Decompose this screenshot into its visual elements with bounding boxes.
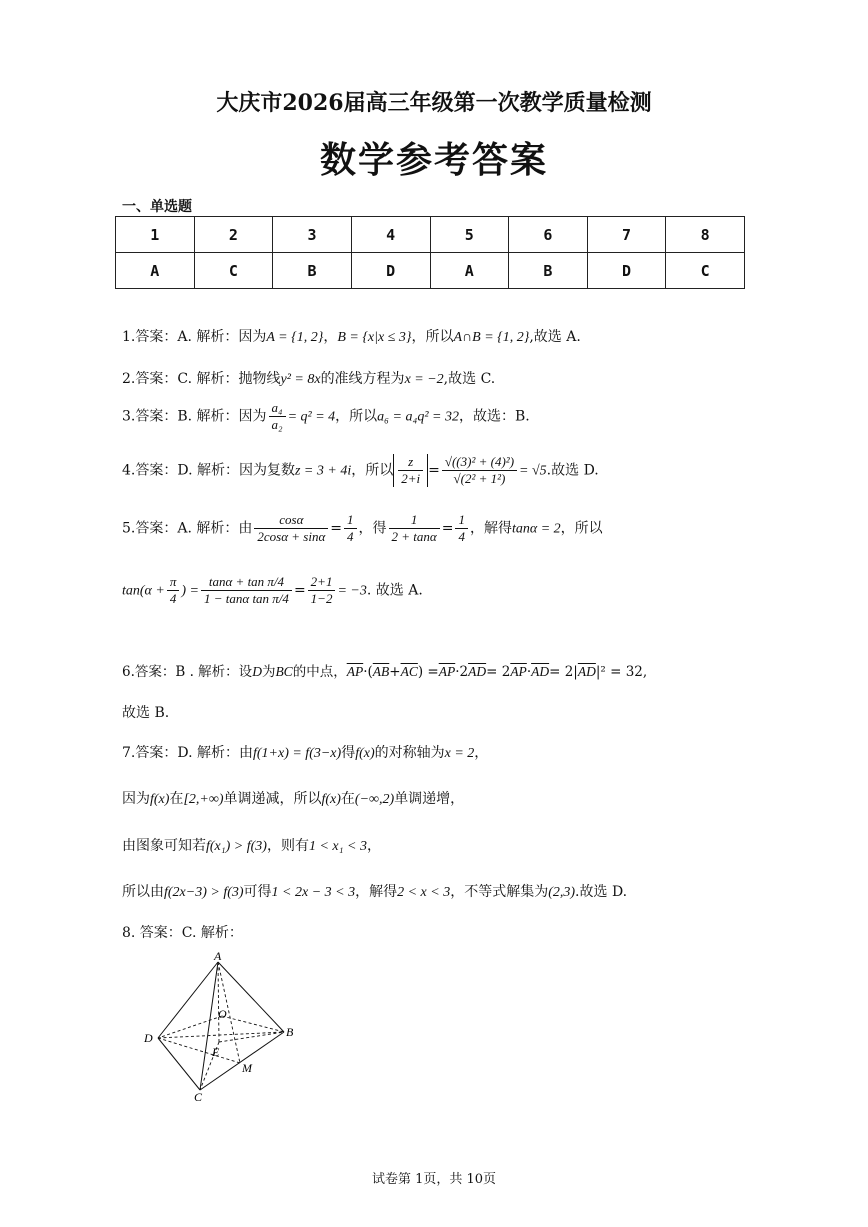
solution-text: 6.答案：B . 解析：设 [122, 664, 253, 680]
solution-text: 2.答案：C. 解析：抛物线 [122, 371, 281, 387]
math-expr: = [441, 520, 454, 537]
solution-text: 可得 [243, 884, 272, 900]
math-expr: x = −2 [404, 372, 444, 387]
math-expr: f(x) [321, 792, 341, 807]
page-title: 大庆市2026届高三年级第一次教学质量检测 [216, 90, 652, 116]
math-expr: f(1+x) = f(3−x) [252, 746, 342, 761]
solution-text: 由图象可知若 [122, 838, 206, 854]
solution-text: 1.答案：A. 解析：因为 [122, 329, 267, 345]
solution-text: 的中点， [292, 664, 347, 680]
question-number: 5 [430, 217, 509, 253]
answer-cell: D [587, 253, 666, 289]
solution-text: ,故选 A. [529, 329, 581, 345]
page-subtitle: 数学参考答案 [319, 139, 548, 181]
vertex-label-D: D [144, 1031, 153, 1045]
math-expr: A = {1, 2} [266, 330, 324, 345]
solution-text: ，解得 [355, 884, 398, 900]
table-answer-row [116, 253, 745, 289]
math-expr: 1 < x₁ < 3 [308, 839, 367, 854]
solution-7 [122, 742, 488, 762]
answer-cell: B [273, 253, 352, 289]
solution-text: ， [323, 329, 338, 345]
math-expr: ) = [181, 583, 199, 599]
section-heading: 一、单选题 [122, 199, 192, 215]
solution-1 [122, 326, 581, 346]
solution-text: 得 [341, 745, 356, 761]
solution-text: ，所以 [560, 520, 603, 537]
solution-text: ， [474, 745, 489, 761]
math-expr: ·( [363, 664, 373, 680]
solution-text: ，不等式解集为 [450, 884, 549, 900]
tetrahedron-figure [136, 950, 306, 1105]
numerator: a₄ [269, 400, 286, 417]
solution-text: ，得 [358, 520, 387, 537]
numerator: 1 [455, 512, 468, 529]
page-footer: 试卷第 1页，共 10页 [371, 1172, 497, 1187]
solution-6 [122, 660, 647, 680]
solution-text: 4.答案：D. 解析：因为复数 [122, 462, 295, 479]
solution-text: ，则有 [266, 838, 309, 854]
solution-text: ， [366, 838, 381, 854]
vector: $\overline{AC}$ [400, 664, 418, 679]
question-number: 2 [194, 217, 273, 253]
math-expr: |² = 32, [595, 664, 648, 680]
question-number: 3 [273, 217, 352, 253]
fraction [389, 512, 440, 545]
solution-text: 因为 [122, 791, 150, 807]
math-expr: = [293, 582, 306, 599]
answer-cell: C [666, 253, 745, 289]
question-number: 7 [587, 217, 666, 253]
solution-text: 5.答案：A. 解析：由 [122, 520, 253, 537]
numerator: z [398, 454, 423, 471]
solution-text: 单调递减，所以 [223, 791, 322, 807]
answer-cell: A [116, 253, 195, 289]
math-expr: = √5 [519, 463, 547, 479]
denominator: 4 [458, 529, 465, 544]
line-DM [158, 1038, 240, 1063]
math-expr: 2 < x < 3 [397, 885, 451, 900]
solution-text: ，所以 [411, 329, 454, 345]
answer-cell: D [351, 253, 430, 289]
answer-table [115, 216, 745, 289]
solution-text: 7.答案：D. 解析：由 [122, 745, 253, 761]
fraction [442, 454, 517, 487]
point-label-E: E [212, 1045, 220, 1059]
solution-8: 8. 答案：C. 解析： [122, 925, 243, 941]
question-number: 4 [351, 217, 430, 253]
numerator: cosα [254, 512, 328, 529]
math-expr: z = 3 + 4i [294, 463, 352, 479]
solution-5 [122, 512, 603, 545]
numerator: 1 [344, 512, 357, 529]
numerator: tanα + tan π/4 [201, 574, 292, 591]
math-expr: f(2x−3) > f(3) [164, 885, 244, 900]
point-label-M: M [242, 1061, 252, 1075]
fraction [308, 574, 336, 607]
denominator: 1−2 [310, 591, 333, 606]
math-expr: A∩B = {1, 2} [453, 330, 530, 345]
edge-AB [218, 962, 284, 1032]
math-expr: tanα = 2 [511, 521, 561, 537]
solution-7-line-4 [122, 881, 627, 901]
denominator: a₂ [271, 417, 283, 432]
solution-text: 单调递增， [394, 791, 465, 807]
line-OD [158, 1016, 222, 1038]
solution-text: ，所以 [351, 462, 394, 479]
table-header-row [116, 217, 745, 253]
math-expr: = [330, 520, 343, 537]
math-expr: ·2 [455, 664, 469, 680]
fraction [201, 574, 292, 607]
answer-cell: A [430, 253, 509, 289]
solution-6-conclusion: 故选 B. [122, 705, 170, 721]
fraction [344, 512, 357, 545]
solution-text: .故选 D. [575, 884, 628, 900]
solution-text: . 故选 A. [366, 582, 423, 599]
answer-cell: B [509, 253, 588, 289]
fraction [269, 400, 286, 433]
solution-text: 所以由 [122, 884, 164, 900]
solution-3 [122, 400, 530, 433]
math-expr: = 2 [486, 664, 511, 680]
math-expr: = −3 [337, 583, 367, 599]
math-expr: f(x) [150, 792, 170, 807]
fraction [167, 574, 180, 607]
height-AE [218, 962, 219, 1042]
solution-text: ，解得 [469, 520, 512, 537]
math-expr: · [526, 664, 532, 680]
fraction [254, 512, 328, 545]
solution-text: 在 [340, 791, 355, 807]
fraction [455, 512, 468, 545]
solution-text: 的对称轴为 [374, 745, 445, 761]
solution-text: ，故选：B. [459, 408, 530, 425]
denominator: √(2² + 1²) [453, 471, 506, 486]
vector: $\overline{AD}$ [531, 664, 550, 679]
solution-text: ，所以 [335, 408, 378, 425]
numerator: π [167, 574, 180, 591]
solution-7-line-3 [122, 835, 381, 855]
vector: $\overline{AP}$ [510, 664, 527, 679]
vertex-label-B: B [286, 1025, 294, 1039]
math-expr: f(x) [355, 746, 375, 761]
solution-5-continued [122, 574, 423, 607]
math-expr: [2,+∞) [183, 792, 224, 807]
vector: $\overline{AP}$ [346, 664, 364, 679]
vector: $\overline{AD}$ [577, 664, 596, 679]
math-expr: + [389, 664, 401, 680]
solution-text: 3.答案：B. 解析：因为 [122, 408, 267, 425]
vector: $\overline{AD}$ [468, 664, 487, 679]
solution-text: .故选 D. [546, 462, 599, 479]
edge-DC [158, 1038, 200, 1090]
math-expr: (−∞,2) [354, 792, 395, 807]
math-expr: f(x₁) > f(3) [206, 839, 267, 854]
numerator: 2+1 [308, 574, 336, 591]
vertex-label-C: C [194, 1090, 203, 1104]
vector: $\overline{AP}$ [438, 664, 456, 679]
math-expr: ) = [417, 664, 439, 680]
math-expr: 1 < 2x − 3 < 3 [271, 885, 356, 900]
absolute-value [393, 454, 428, 487]
answer-cell: C [194, 253, 273, 289]
question-number: 6 [509, 217, 588, 253]
solution-2 [122, 368, 495, 388]
math-expr: BC [275, 664, 293, 679]
denominator: 4 [169, 591, 177, 606]
numerator: √((3)² + (4)²) [442, 454, 517, 471]
point-label-O: O [218, 1007, 227, 1021]
math-expr: (2,3) [548, 885, 576, 900]
math-expr: tan(α + [122, 583, 165, 599]
denominator: 2 + tanα [391, 529, 437, 544]
numerator: 1 [389, 512, 440, 529]
math-expr: = 2| [549, 664, 578, 680]
question-number: 8 [666, 217, 745, 253]
solution-text: 的准线方程为 [320, 371, 405, 387]
math-expr: D [252, 664, 262, 679]
solution-text: ,故选 C. [443, 371, 496, 387]
math-expr: y² = 8x [280, 372, 321, 387]
math-expr: x = 2 [444, 746, 475, 761]
math-expr: B = {x|x ≤ 3} [337, 330, 412, 345]
denominator: 2+i [401, 471, 421, 486]
denominator: 4 [347, 529, 354, 544]
question-number: 1 [116, 217, 195, 253]
solution-text: 在 [169, 791, 184, 807]
denominator: 2cosα + sinα [257, 529, 326, 544]
vector: $\overline{AB}$ [372, 664, 390, 679]
denominator: 1 − tanα tan π/4 [203, 591, 289, 606]
solution-text: 为 [261, 664, 276, 680]
solution-7-line-2 [122, 788, 464, 808]
math-expr: a₆ = a₄q² = 32 [377, 409, 459, 425]
math-expr: = q² = 4 [287, 409, 336, 425]
solution-4: 4.答案：D. 解析：因为复数z = 3 + 4i，所以 $\frac{z}{2+i}$ = $\frac{\text{√((3)² + (4)²)}}{\text{√(2² + 1²)}}$ = √5.故选 D. [122, 454, 599, 486]
fraction [398, 454, 423, 487]
vertex-label-A: A [214, 950, 222, 963]
